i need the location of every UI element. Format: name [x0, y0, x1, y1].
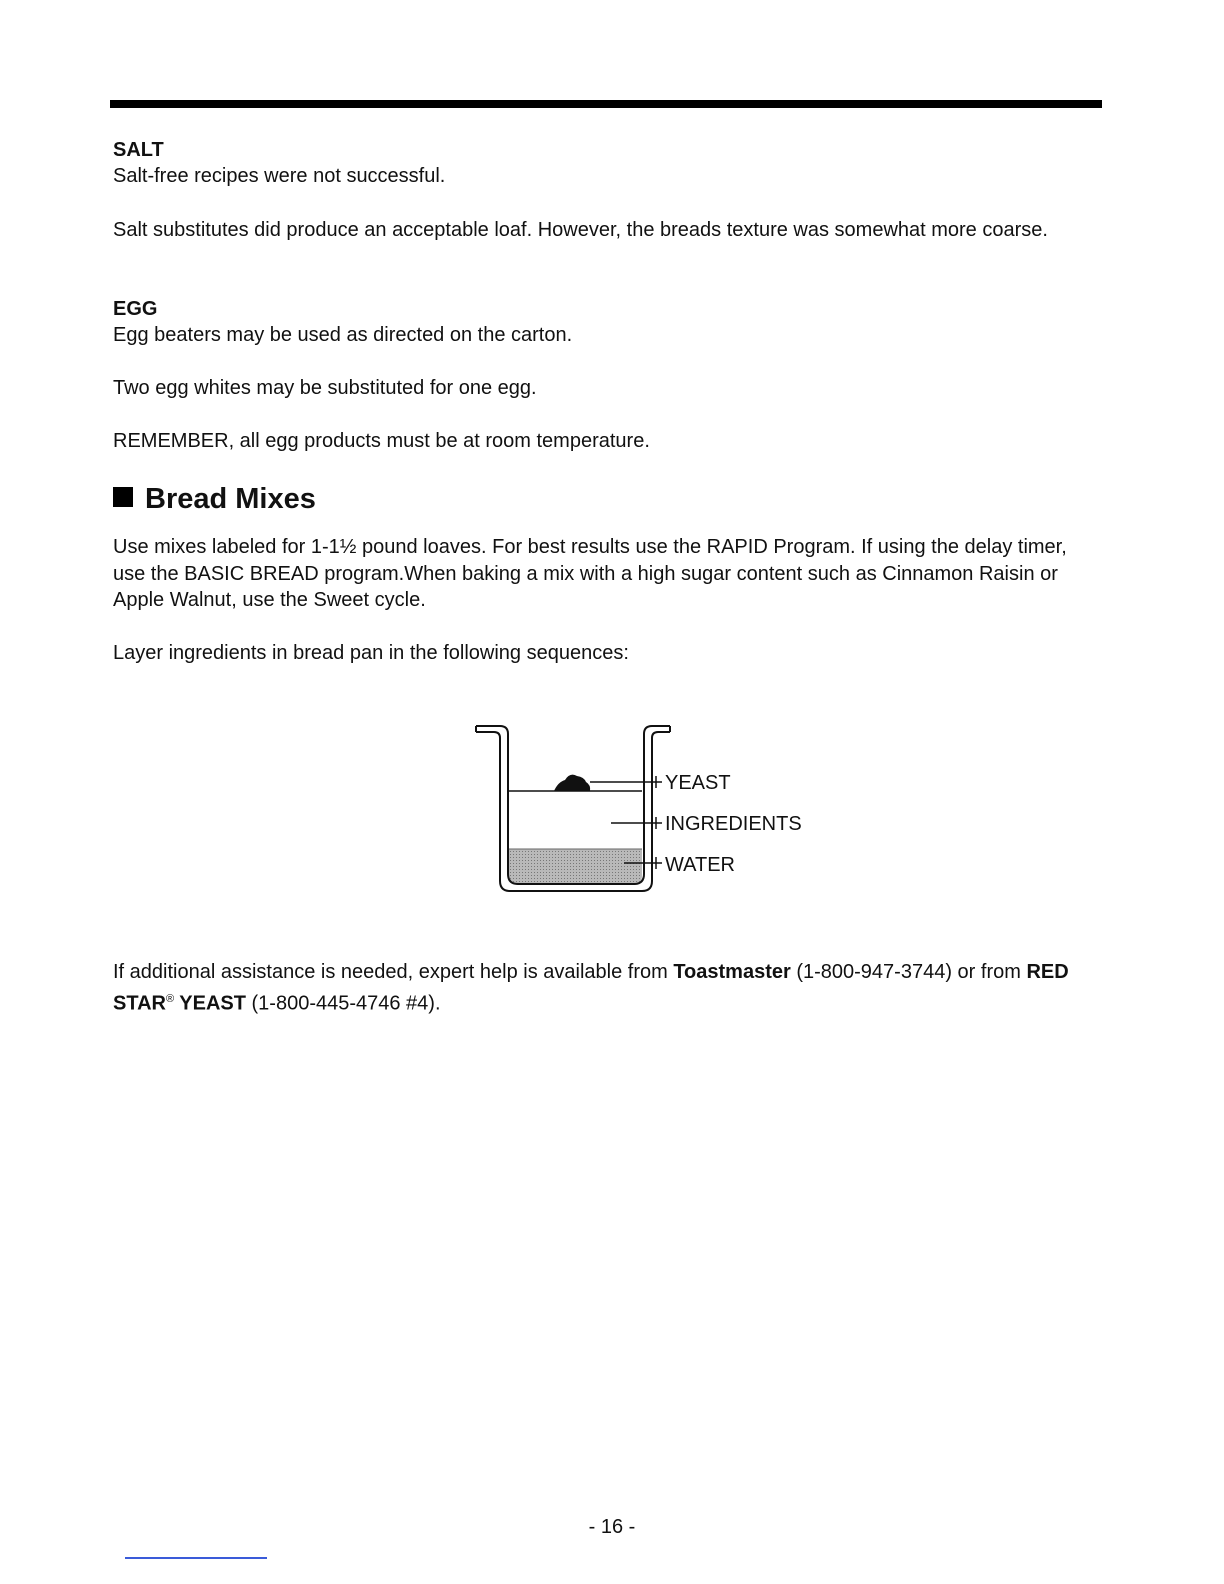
assistance-paragraph [113, 959, 1108, 1017]
page-number: - 16 - [588, 1516, 636, 1538]
egg-heading: EGG [113, 298, 158, 320]
red-star-phone: (1-800-445-4746 #4). [245, 992, 441, 1015]
bread-pan-diagram [474, 716, 814, 896]
yeast-brand: YEAST [174, 992, 246, 1015]
footer-link-underline[interactable] [125, 1557, 267, 1559]
egg-paragraph-3: REMEMBER, all egg products must be at room temperature. [113, 430, 650, 452]
assistance-text-1: If additional assistance is needed, expert help is available from [113, 961, 674, 983]
bread-mixes-paragraph-2: Layer ingredients in bread pan in the following sequences: [113, 642, 629, 664]
salt-paragraph-2: Salt substitutes did produce an acceptable loaf. However, the breads texture was somewhat more coarse. [113, 219, 1048, 241]
egg-paragraph-1: Egg beaters may be used as directed on the carton. [113, 324, 573, 346]
bullet-square-icon [113, 487, 133, 507]
toastmaster-brand: Toastmaster [673, 961, 791, 983]
toastmaster-phone: (1-800-947-3744) or from [790, 961, 1027, 983]
water-layer [509, 849, 642, 883]
yeast-label: YEAST [665, 772, 731, 794]
red-star-brand: RED STAR [113, 961, 1069, 1015]
registered-mark: ® [165, 992, 175, 1005]
bread-mixes-title [113, 482, 316, 516]
salt-heading: SALT [113, 139, 164, 161]
top-rule [110, 100, 1102, 108]
bread-mixes-paragraph-1: Use mixes labeled for 1-1½ pound loaves. For best results use the RAPID Program. If using the delay timer, use the BASIC BREAD program.When baking a mix with a high sugar content such as Cinnamon Raisin or Apple Walnut, use the Sweet cycle. [113, 536, 1067, 611]
yeast-mound-icon [554, 775, 590, 791]
bread-mixes-title-text: Bread Mixes [145, 483, 316, 515]
salt-paragraph-1: Salt-free recipes were not successful. [113, 165, 446, 187]
water-label: WATER [665, 854, 735, 876]
ingredients-label: INGREDIENTS [665, 813, 802, 835]
egg-paragraph-2: Two egg whites may be substituted for one egg. [113, 377, 537, 399]
